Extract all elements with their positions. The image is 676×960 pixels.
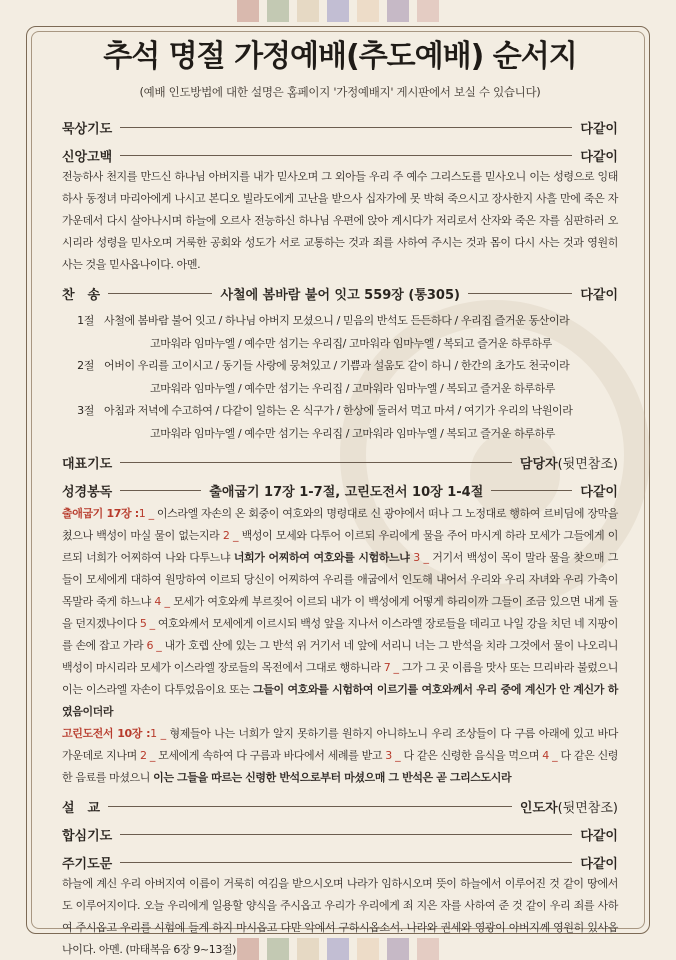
order-who: 다같이 [580,149,618,165]
verse-text: 다 같은 신령한 음식을 먹으며 [400,749,543,762]
divider-line [108,806,512,807]
verse-number: 1 _ [150,727,166,740]
divider-line [468,293,572,294]
stripe [327,0,349,22]
divider-line [120,155,572,156]
verse-number: 4 _ [154,595,170,608]
verse-line: 어버이 우리를 고이시고 / 동기들 사랑에 뭉쳐있고 / 기쁨과 설움도 같이 하니 / 한간의 초가도 천국이라 [104,359,570,372]
divider-line [491,490,572,491]
order-label: 신앙고백 [62,149,113,165]
verse-number: 7 _ [383,661,399,674]
order-label: 합심기도 [62,828,113,844]
verse-text: 모세에게 속하여 다 구름과 바다에서 세례를 받고 [154,749,386,762]
order-hymn [62,282,618,304]
order-label: 찬 송 [62,287,101,303]
divider-line [120,834,572,835]
page-subtitle: (예배 인도방법에 대한 설명은 홈페이지 '가정예배지' 게시판에서 보실 수 있습니다) [139,85,541,99]
scripture-reference: 고린도전서 10장 : [62,727,151,740]
verse-number: 1절 [77,314,94,327]
order-silent-prayer [62,116,618,138]
verse-number: 2 _ [222,529,239,542]
divider-line [120,127,572,128]
verse-text: 거기서 백성이 목이 말라 물을 찾으매 그들이 모세에게 대하여 원망하여 이르되 당신이 어찌하여 우리를 애굽에서 인도해 내어서 우리와 우리 자녀와 우리 가축이 목말라 죽게 하느냐 [62,551,618,608]
order-who-note: (뒷면참조) [557,456,618,472]
verse-number: 5 _ [139,617,155,630]
order-label: 설 교 [62,800,101,816]
verse-number: 3 _ [413,551,429,564]
divider-line [120,490,201,491]
lords-prayer-text: 하늘에 계신 우리 아버지여 이름이 거룩히 여김을 받으시오며 나라가 임하시오며 뜻이 하늘에서 이루어진 것 같이 땅에서도 이루어지이다. 오늘 우리에게 일용할 양식을 주시옵고 우리가 우리에게 죄 지은 자를 사하여 준 것 같이 우리 죄를 사하여 주시옵고 우리를 시험에 들게 하지 마시옵고 다만 악에서 구하시옵소서. 나라와 권세와 영광이 아버지께 영원히 있사옵나이다. 아멘. (마태복음 6장 9~13절) [62,877,618,956]
hymn-verse [62,400,618,423]
order-scripture [62,479,618,501]
verse-number: 2 _ [140,749,155,762]
verse-emphasis: 너희가 어찌하여 여호와를 시험하느냐 [233,551,410,564]
stripe [297,0,319,22]
stripe [237,0,259,22]
order-who: 다같이 [580,484,618,500]
verse-text: 여호와께서 모세에게 이르시되 백성 앞을 지나서 이스라엘 장로들을 데리고 나일 강을 치던 네 지팡이를 손에 잡고 가라 [62,617,618,652]
divider-line [120,462,512,463]
page-title: 추석 명절 가정예배(추도예배) 순서지 [103,39,577,74]
top-color-stripes [0,0,676,22]
verse-number: 3 _ [385,749,401,762]
stripe [357,0,379,22]
verse-text: 형제들아 나는 너희가 알지 못하기를 원하지 아니하노니 우리 조상들이 다 구름 아래에 있고 바다 가운데로 지나며 [62,727,618,762]
scripture-reference: 출애굽기 17장 : [62,507,139,520]
order-creed [62,144,618,166]
order-who-name: 담당자 [519,456,558,472]
order-representative-prayer [62,451,618,473]
order-who: 다같이 [580,828,618,844]
order-label: 주기도문 [62,856,113,872]
order-label: 대표기도 [62,456,113,472]
verse-text: 다 같은 신령한 음료를 마셨으니 [62,749,619,784]
exodus-passage [62,503,618,723]
order-who: 다같이 [580,121,618,137]
scripture-title: 출애굽기 17장 1-7절, 고린도전서 10장 1-4절 [209,484,484,500]
verse-refrain: 고마워라 임마누엘 / 예수만 섬기는 우리집/ 고마워라 임마누엘 / 복되고 즐거운 하루하루 [150,336,552,350]
worship-order-sheet [62,36,618,960]
divider-line [120,862,572,863]
order-who [520,453,618,472]
verse-number: 6 _ [146,639,162,652]
verse-number: 4 _ [542,749,558,762]
order-who: 다같이 [580,856,618,872]
verse-emphasis: 그들이 여호와를 시험하여 이르기를 여호와께서 우리 중에 계신가 안 계신가 하였음이더라 [62,683,618,718]
verse-number: 1 _ [138,507,154,520]
verse-emphasis: 이는 그들을 따르는 신령한 반석으로부터 마셨으매 그 반석은 곧 그리스도시라 [153,771,512,784]
divider-line [108,293,212,294]
stripe [417,0,439,22]
stripe [267,0,289,22]
creed-text: 전능하사 천지를 만드신 하나님 아버지를 내가 믿사오며 그 외아들 우리 주 예수 그리스도를 믿사오니 이는 성령으로 잉태하사 동정녀 마리아에게 나시고 본디오 빌라도에게 고난을 받으사 십자가에 못 박혀 죽으시고 장사한지 사흘 만에 죽은 자 가운데서 다시 살아나시며 하늘에 오르사 전능하신 하나님 우편에 앉아 계시다가 저리로서 산자와 죽은 자를 심판하러 오시리라 성령을 믿사오며 거룩한 공회와 성도가 서로 교통하는 것과 죄를 사하여 주시는 것과 몸이 다시 사는 것과 영원히 사는 것을 믿사옵나이다. 아멘. [62,170,618,271]
hymn-lyrics [62,310,618,445]
order-unison-prayer [62,823,618,845]
verse-text: 모세가 여호와께 부르짖어 이르되 내가 이 백성에게 어떻게 하리이까 그들이 조금 있으면 내게 돌을 던지겠나이다 [62,595,618,630]
verse-text: 백성이 모세와 다투어 이르되 우리에게 물을 주어 마시게 하라 모세가 그들에게 이르되 너희가 어찌하여 나와 다투느냐 [62,529,619,564]
verse-number: 2절 [77,359,94,372]
order-label: 성경봉독 [62,484,113,500]
verse-refrain: 고마워라 임마누엘 / 예수만 섬기는 우리집 / 고마워라 임마누엘 / 복되고 즐거운 하루하루 [150,426,555,440]
verse-line: 사철에 봄바람 불어 잇고 / 하나님 아버지 모셨으니 / 믿음의 반석도 든든하다 / 우리집 즐거운 동산이라 [104,314,570,327]
order-label: 묵상기도 [62,121,113,137]
order-who-note: (뒷면참조) [557,800,618,816]
verse-text: 이스라엘 자손의 온 회중이 여호와의 명령대로 신 광야에서 떠나 그 노정대로 행하여 르비딤에 장막을 쳤으나 백성이 마실 물이 없는지라 [62,507,618,542]
hymn-verse [62,310,618,333]
stripe [387,0,409,22]
order-who: 다같이 [580,287,619,303]
verse-line: 아침과 저녁에 수고하여 / 다같이 일하는 온 식구가 / 한상에 둘러서 먹고 마셔 / 여기가 우리의 낙원이라 [104,404,573,417]
verse-number: 3절 [77,404,94,417]
hymn-title: 사철에 봄바람 불어 잇고 559장 (통305) [220,287,460,303]
hymn-verse [62,355,618,378]
order-who [520,797,618,816]
order-sermon [62,795,618,817]
verse-text: 내가 호렙 산에 있는 그 반석 위 거기서 네 앞에 서리니 너는 그 반석을 치라 그것에서 물이 나오리니 백성이 마시리라 모세가 이스라엘 장로들의 목전에서 그대로 행하니라 [62,639,618,674]
corinthians-passage [62,723,618,789]
order-who-name: 인도자 [519,800,558,816]
order-lords-prayer [62,851,618,873]
verse-refrain: 고마워라 임마누엘 / 예수만 섬기는 우리집 / 고마워라 임마누엘 / 복되고 즐거운 하루하루 [150,381,555,395]
verse-text: 그가 그 곳 이름을 맛사 또는 므리바라 불렀으니 이는 이스라엘 자손이 다투었음이요 또는 [62,661,618,696]
